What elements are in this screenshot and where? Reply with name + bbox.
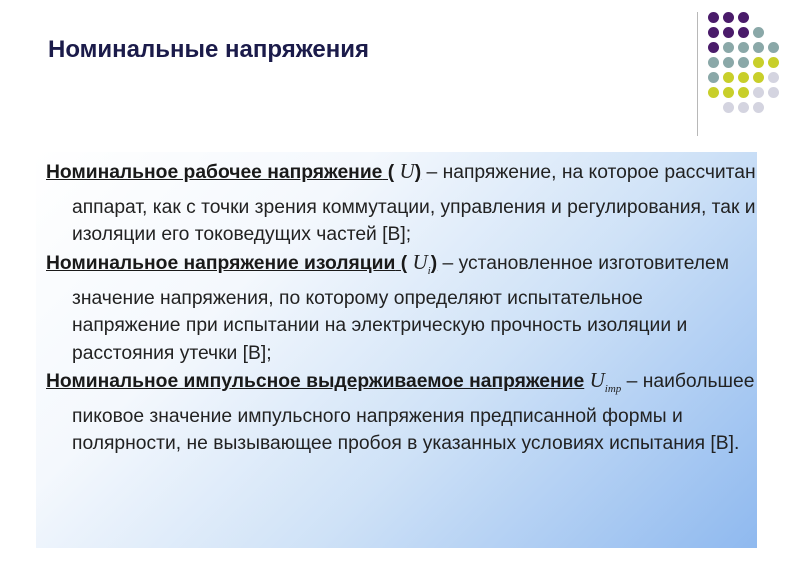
decor-dot — [723, 72, 734, 83]
decor-dot — [738, 72, 749, 83]
decor-dot — [708, 87, 719, 98]
decor-dot — [738, 57, 749, 68]
decor-dot — [723, 27, 734, 38]
paren-open: ( — [395, 252, 408, 274]
definition-body: – установленное изготовителем значение напряжения, по которому определяют испытательное напряжение при испытании на электрическую прочность изоляции и расстояния утечки [В]; — [72, 252, 730, 364]
definition-body: – наибольшее пиковое значение импульсного напряжения предписанной формы и полярности, не вызывающее пробоя в указанных условиях испытания [В]. — [72, 370, 755, 455]
paren-open: ( — [382, 162, 395, 183]
decor-dot — [708, 42, 719, 53]
decorative-dot-grid — [708, 12, 788, 122]
decor-dot — [708, 72, 719, 83]
symbol-subscript: imp — [604, 382, 622, 395]
decor-dot — [738, 27, 749, 38]
decor-dot — [738, 87, 749, 98]
decor-dot — [753, 27, 764, 38]
term: Номинальное импульсное выдерживаемое напряжение — [46, 370, 585, 392]
term: Номинальное рабочее напряжение — [46, 162, 383, 183]
paren-close: ) — [430, 252, 438, 274]
decor-dot — [708, 27, 719, 38]
symbol-u: U — [412, 249, 428, 274]
decor-dot — [723, 12, 734, 23]
symbol-u: U — [589, 367, 605, 392]
paren-close: ) — [414, 162, 422, 183]
decor-dot — [753, 72, 764, 83]
definition-rated-impulse-withstand-voltage — [46, 367, 756, 458]
decor-dot — [723, 42, 734, 53]
divider-line — [697, 12, 698, 136]
decor-dot — [753, 102, 764, 113]
decor-dot — [723, 57, 734, 68]
decor-dot — [768, 42, 779, 53]
decor-dot — [753, 57, 764, 68]
decor-dot — [768, 57, 779, 68]
term: Номинальное напряжение изоляции — [46, 252, 396, 274]
decor-dot — [768, 87, 779, 98]
decor-dot — [738, 102, 749, 113]
decor-dot — [723, 87, 734, 98]
slide-title: Номинальные напряжения — [48, 36, 370, 63]
definition-rated-operational-voltage — [46, 158, 756, 249]
decor-dot — [708, 12, 719, 23]
definition-rated-insulation-voltage — [46, 249, 756, 367]
decor-dot — [708, 57, 719, 68]
decor-dot — [753, 42, 764, 53]
symbol-subscript: i — [427, 264, 431, 277]
symbol-u: U — [399, 159, 415, 183]
decor-dot — [738, 12, 749, 23]
decor-dot — [753, 87, 764, 98]
decor-dot — [723, 102, 734, 113]
decor-dot — [768, 72, 779, 83]
definition-body: – напряжение, на которое рассчитан аппарат, как с точки зрения коммутации, управления и регулирования, так и изоляции его токоведущих частей [В]; — [72, 162, 756, 246]
decor-dot — [738, 42, 749, 53]
definitions-list — [46, 158, 756, 458]
